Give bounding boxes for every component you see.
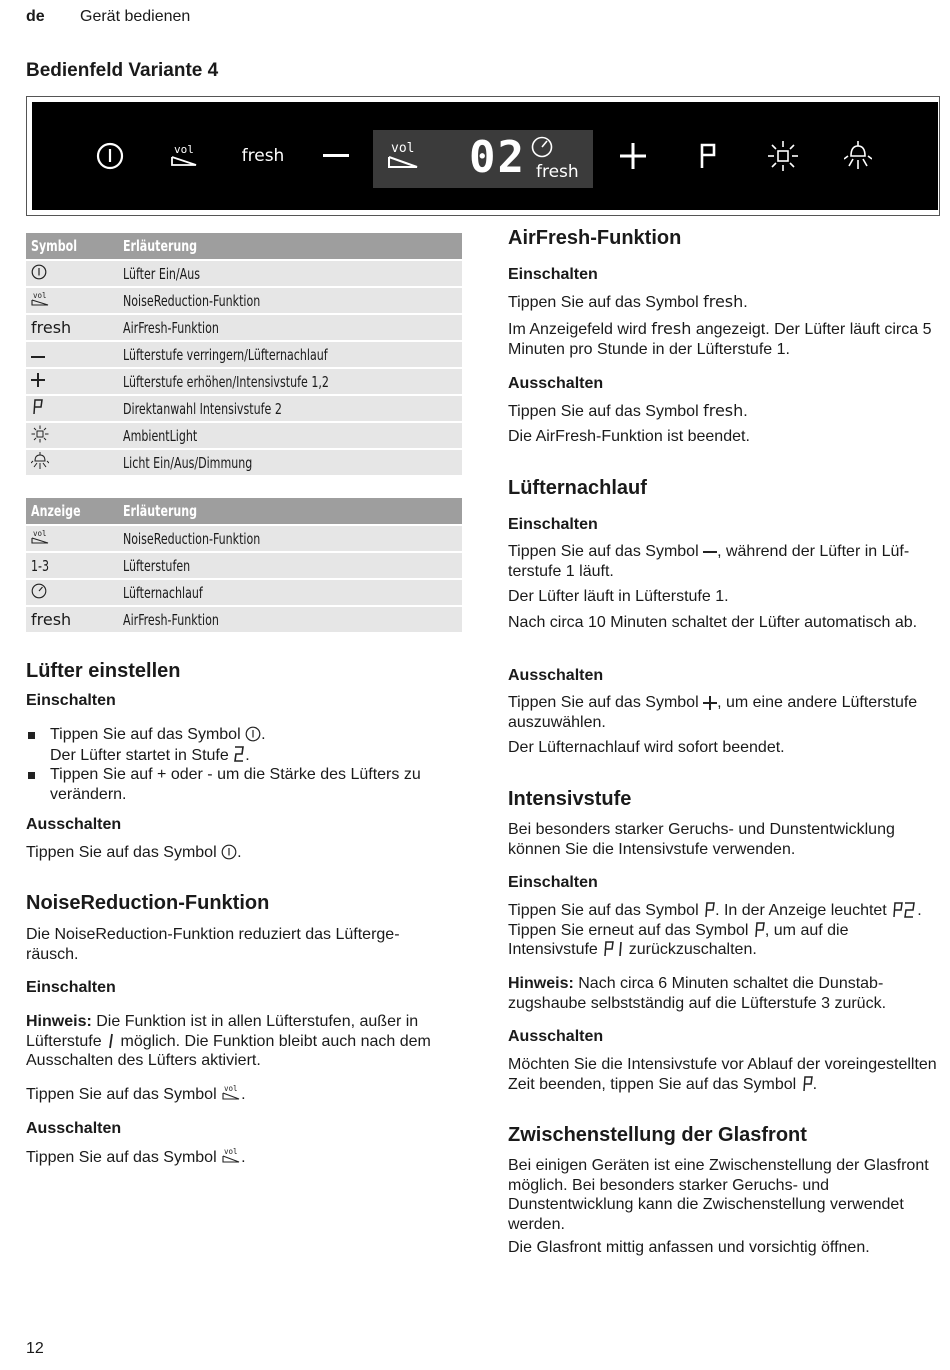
noise-ein-text: Tippen Sie auf das Symbol vol .	[26, 1084, 246, 1103]
fresh-symbol: fresh	[26, 314, 118, 341]
row-text: Lüfterstufen	[123, 556, 191, 575]
airfresh-aus-text: Tippen Sie auf das Symbol fresh.	[508, 401, 748, 420]
table-row	[26, 314, 462, 341]
subheading-ausschalten: Ausschalten	[26, 1120, 122, 1137]
plus-icon	[703, 696, 717, 710]
nachlauf-aus-text: Tippen Sie auf das Symbol , um eine andere Lüfterstufe auszuwählen.	[508, 694, 918, 731]
digit-1-icon	[106, 1033, 116, 1049]
p-icon	[31, 399, 43, 415]
intensiv-intro: Bei besonders starker Geruchs- und Dunstentwicklung können Sie die Intensivstufe verwenden.	[508, 821, 895, 858]
timer-icon	[31, 583, 47, 599]
p1-icon	[602, 941, 624, 957]
vol-icon	[221, 1084, 241, 1102]
airfresh-ein-text: Tippen Sie auf das Symbol fresh.	[508, 292, 748, 311]
row-text: Lüfterstufe verringern/Lüfternachlauf	[123, 345, 328, 364]
svg-text:vol: vol	[33, 528, 47, 538]
p-icon	[753, 922, 765, 938]
subheading-einschalten: Einschalten	[26, 692, 116, 709]
display-vol-icon	[387, 140, 419, 177]
col-explanation: Erläuterung	[118, 498, 462, 525]
subheading-einschalten: Einschalten	[508, 516, 598, 533]
row-text: Direktanwahl Intensivstufe 2	[123, 399, 282, 418]
p2-icon	[891, 902, 917, 918]
digit-2-icon	[233, 745, 245, 763]
row-text: Lüfter Ein/Aus	[123, 264, 201, 283]
noise-aus-text: Tippen Sie auf das Symbol vol .	[26, 1147, 246, 1166]
heading-intensivstufe: Intensivstufe	[508, 788, 632, 810]
table-row	[26, 368, 462, 395]
display-table-header	[26, 498, 462, 525]
vol-icon	[31, 291, 49, 307]
minus-icon	[703, 549, 717, 559]
table-row	[26, 287, 462, 314]
col-display: Anzeige	[26, 498, 118, 525]
nachlauf-ein-text: Tippen Sie auf das Symbol , während der Lüfter in Lüfterstufe 1 läuft.	[508, 543, 910, 580]
svg-text:vol: vol	[224, 1147, 238, 1156]
svg-text:vol: vol	[174, 143, 194, 156]
luefter-steps	[26, 725, 462, 804]
page-number: 12	[26, 1340, 44, 1357]
power-icon	[221, 844, 237, 860]
col-symbol: Symbol	[26, 233, 118, 260]
table-row	[26, 579, 462, 606]
nachlauf-info1: Der Lüfter läuft in Lüfterstufe 1.	[508, 588, 729, 605]
list-item: Tippen Sie auf + oder - um die Stärke des Lüfters zu verändern.	[26, 765, 462, 804]
table-row	[26, 449, 462, 475]
symbol-table-header	[26, 233, 462, 260]
sun-icon	[31, 425, 49, 443]
display-timer-icon	[531, 136, 553, 163]
plus-icon	[31, 373, 45, 387]
section-title: Gerät bedienen	[80, 8, 191, 25]
minus-icon	[320, 102, 352, 210]
fresh-button-label: fresh	[241, 146, 285, 166]
table-row	[26, 552, 462, 579]
table-row	[26, 395, 462, 422]
list-item: Tippen Sie auf das Symbol . Der Lüfter startet in Stufe .	[26, 725, 462, 765]
table-row	[26, 525, 462, 552]
power-icon	[31, 264, 47, 280]
row-symbol: 1-3	[31, 556, 50, 575]
lamp-icon	[31, 452, 49, 470]
table-row	[26, 606, 462, 632]
language-code: de	[26, 8, 45, 25]
col-explanation: Erläuterung	[118, 233, 462, 260]
display-digits: 02	[469, 132, 526, 183]
row-text: AirFresh-Funktion	[123, 610, 219, 629]
glas-intro: Bei einigen Geräten ist eine Zwischenstellung der Glasfront möglich. Bei besonders starker Geruchs- und Dunstentwicklung kann die Zwischenstellung verwendet werden.	[508, 1157, 929, 1233]
page-title: Bedienfeld Variante 4	[26, 60, 219, 81]
svg-text:vol: vol	[33, 290, 47, 300]
noise-hinweis: Hinweis: Die Funktion ist in allen Lüfterstufen, außer in Lüfterstufe möglich. Die Funktion bleibt auch nach dem Ausschalten des Lüfters aktiviert.	[26, 1013, 431, 1069]
table-row	[26, 260, 462, 287]
row-text: AirFresh-Funktion	[123, 318, 219, 337]
p-icon	[696, 102, 720, 210]
heading-luefternachlauf: Lüfternachlauf	[508, 477, 647, 499]
subheading-ausschalten: Ausschalten	[508, 667, 604, 684]
lamp-icon	[842, 102, 874, 210]
intensiv-ein-text: Tippen Sie auf das Symbol . In der Anzeige leuchtet . Tippen Sie erneut auf das Symbol , um auf die Intensivstufe zurückzuschalten.	[508, 902, 922, 958]
table-row	[26, 341, 462, 368]
subheading-einschalten: Einschalten	[508, 874, 598, 891]
row-text: NoiseReduction-Funktion	[123, 529, 261, 548]
intensiv-hinweis: Hinweis: Nach circa 6 Minuten schaltet die Dunstabzugshaube selbstständig auf die Lüfterstufe 3 zurück.	[508, 975, 887, 1012]
nachlauf-info2: Nach circa 10 Minuten schaltet der Lüfter automatisch ab.	[508, 614, 918, 631]
p-icon	[801, 1076, 813, 1092]
glas-instruction: Die Glasfront mittig anfassen und vorsichtig öffnen.	[508, 1239, 870, 1256]
row-text: Lüfterstufe erhöhen/Intensivstufe 1,2	[123, 372, 329, 391]
plus-icon	[618, 102, 648, 210]
table-row	[26, 422, 462, 449]
vol-icon	[31, 529, 49, 545]
svg-text:vol: vol	[224, 1084, 238, 1093]
luefter-aus-text: Tippen Sie auf das Symbol .	[26, 844, 242, 861]
power-icon	[92, 102, 128, 210]
nachlauf-ended: Der Lüfternachlauf wird sofort beendet.	[508, 739, 785, 756]
vol-icon	[168, 102, 200, 210]
svg-text:vol: vol	[391, 141, 415, 156]
row-text: NoiseReduction-Funktion	[123, 291, 261, 310]
airfresh-info: Im Anzeigefeld wird fresh angezeigt. Der Lüfter läuft circa 5 Minuten pro Stunde in der Lüfterstufe 1.	[508, 319, 932, 358]
sun-icon	[765, 102, 801, 210]
subheading-einschalten: Einschalten	[26, 979, 116, 996]
subheading-ausschalten: Ausschalten	[508, 1028, 604, 1045]
row-text: Licht Ein/Aus/Dimmung	[123, 453, 253, 472]
heading-noisereduction: NoiseReduction-Funktion	[26, 892, 270, 914]
p-icon	[703, 902, 715, 918]
row-text: Lüfternachlauf	[123, 583, 203, 602]
display-fresh: fresh	[536, 162, 579, 182]
subheading-ausschalten: Ausschalten	[26, 816, 122, 833]
airfresh-ended: Die AirFresh-Funktion ist beendet.	[508, 428, 750, 445]
panel-display	[373, 130, 593, 188]
row-text: AmbientLight	[123, 426, 198, 445]
fresh-symbol: fresh	[26, 606, 118, 632]
heading-glasfront: Zwischenstellung der Glasfront	[508, 1124, 807, 1146]
symbol-table	[26, 233, 462, 475]
power-icon	[245, 726, 261, 742]
heading-luefter-einstellen: Lüfter einstellen	[26, 660, 181, 682]
heading-airfresh: AirFresh-Funktion	[508, 227, 682, 249]
subheading-ausschalten: Ausschalten	[508, 375, 604, 392]
display-table	[26, 498, 462, 632]
vol-icon	[221, 1147, 241, 1165]
noise-intro: Die NoiseReduction-Funktion reduziert das Lüftergeräusch.	[26, 926, 400, 963]
intensiv-aus-text: Möchten Sie die Intensivstufe vor Ablauf der voreingestellten Zeit beenden, tippen Sie auf das Symbol .	[508, 1056, 937, 1093]
minus-icon	[31, 354, 45, 360]
subheading-einschalten: Einschalten	[508, 266, 598, 283]
